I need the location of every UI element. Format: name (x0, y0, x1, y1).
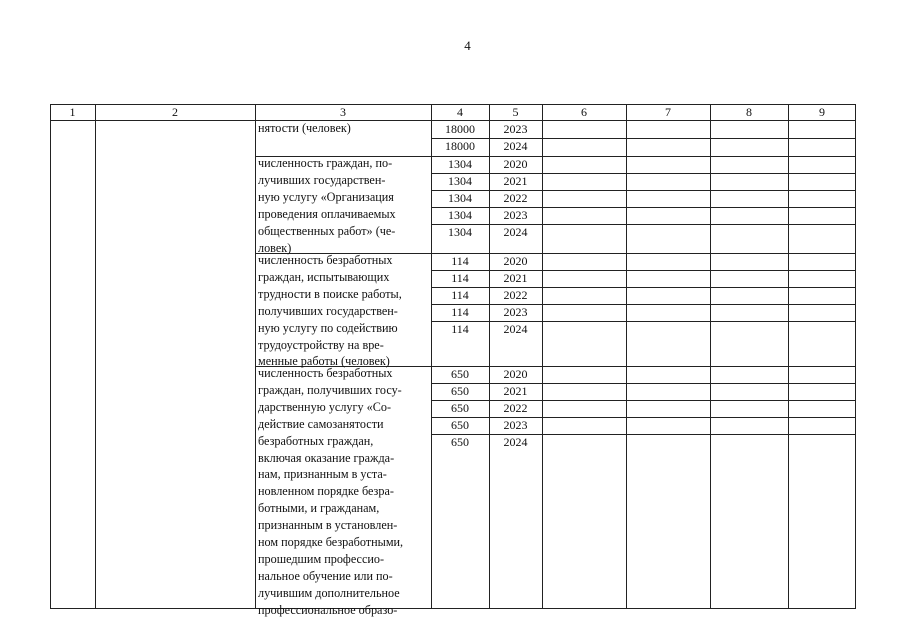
value-cell: 1304 (448, 157, 472, 171)
indicator-text-line: ную услугу «Организация (258, 189, 394, 204)
indicator-text-line: дарственную услугу «Со- (258, 399, 392, 414)
column-divider (626, 104, 627, 609)
indicator-text-line: включая оказание гражда- (258, 450, 395, 465)
value-cell: 114 (451, 254, 469, 268)
year-cell: 2024 (503, 224, 528, 239)
column-divider (542, 104, 543, 609)
value-cell: 114 (451, 287, 469, 302)
indicator-text-line: профессиональное образо- (258, 602, 398, 617)
indicator-text-line: численность безработных (258, 253, 393, 267)
value-cell: 650 (451, 417, 469, 432)
column-header: 1 (69, 105, 76, 119)
page-number: 4 (464, 38, 471, 53)
indicator-text-line: ную услугу по содействию (258, 320, 398, 335)
year-cell: 2023 (503, 417, 528, 432)
year-cell: 2020 (503, 157, 528, 171)
indicator-text-line: трудоустройству на вре- (258, 337, 384, 352)
indicator-text-line: нам, признанным в уста- (258, 467, 387, 482)
value-cell: 650 (451, 434, 469, 449)
indicator-text-line: численность граждан, по- (258, 156, 393, 170)
indicator-text-line: получивших государствен- (258, 303, 398, 318)
column-header: 3 (340, 105, 346, 119)
value-cell: 1304 (448, 224, 472, 239)
column-header: 5 (512, 105, 519, 119)
column-header: 4 (457, 105, 463, 119)
value-cell: 114 (451, 270, 469, 285)
indicator-text-line: нальное обучение или по- (258, 568, 393, 583)
indicator-text-line: ботными, и гражданам, (258, 501, 380, 516)
indicator-table (50, 104, 856, 617)
indicator-text-line: ловек) (258, 240, 292, 255)
indicator-text-line: прошедшим профессио- (258, 551, 385, 566)
value-cell: 1304 (448, 207, 472, 222)
value-cell: 650 (451, 400, 469, 415)
indicator-text-line: граждан, испытывающих (258, 269, 390, 284)
column-header: 7 (665, 105, 671, 119)
year-cell: 2023 (503, 304, 528, 319)
year-cell: 2023 (503, 122, 528, 136)
column-header: 2 (172, 105, 178, 119)
column-divider (710, 104, 711, 609)
value-cell: 18000 (445, 122, 475, 136)
year-cell: 2020 (503, 367, 528, 381)
year-cell: 2021 (503, 173, 528, 188)
value-cell: 650 (451, 383, 469, 398)
value-cell: 1304 (448, 190, 472, 205)
indicator-text-line: граждан, получивших госу- (258, 382, 402, 397)
indicator-text-line: новленном порядке безра- (258, 484, 394, 499)
indicator-text-line: нятости (человек) (258, 121, 351, 135)
indicator-text-line: лучившим дополнительное (258, 585, 400, 600)
year-cell: 2021 (503, 383, 528, 398)
year-cell: 2022 (503, 400, 528, 415)
year-cell: 2024 (503, 321, 528, 336)
value-cell: 18000 (445, 138, 475, 153)
indicator-text-line: проведения оплачиваемых (258, 206, 396, 221)
indicator-text-line: лучивших государствен- (258, 172, 386, 187)
year-cell: 2024 (503, 138, 528, 153)
column-divider (255, 104, 256, 609)
column-divider (788, 104, 789, 609)
value-cell: 114 (451, 304, 469, 319)
indicator-text-line: безработных граждан, (258, 433, 374, 448)
indicator-text-line: действие самозанятости (258, 416, 384, 431)
year-cell: 2022 (503, 190, 528, 205)
indicator-text-line: общественных работ» (че- (258, 223, 396, 238)
column-header: 9 (819, 105, 825, 119)
value-cell: 114 (451, 321, 469, 336)
year-cell: 2020 (503, 254, 528, 268)
year-cell: 2022 (503, 287, 528, 302)
column-header: 6 (581, 105, 587, 119)
value-cell: 1304 (448, 173, 472, 188)
year-cell: 2024 (503, 434, 528, 449)
column-header: 8 (746, 105, 752, 119)
column-divider (95, 104, 96, 609)
indicator-text-line: менные работы (человек) (258, 354, 390, 369)
indicator-text-line: численность безработных (258, 366, 393, 380)
year-cell: 2023 (503, 207, 528, 222)
value-cell: 650 (451, 367, 469, 381)
indicator-text-line: трудности в поиске работы, (258, 286, 402, 301)
indicator-text-line: признанным в установлен- (258, 518, 398, 533)
indicator-text-line: ном порядке безработными, (258, 535, 404, 549)
year-cell: 2021 (503, 270, 528, 285)
